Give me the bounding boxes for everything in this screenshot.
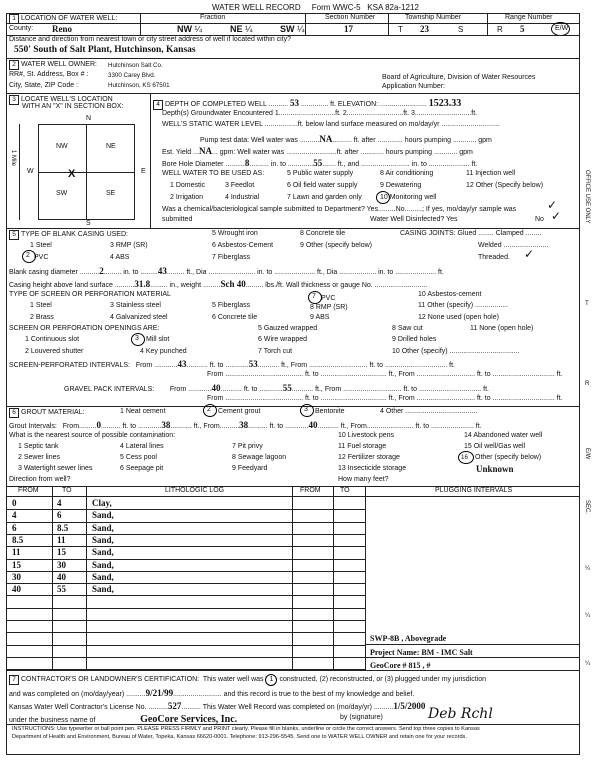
- use-feedlot: 3 Feedlot: [225, 182, 255, 189]
- fraction-1: NW ¼: [177, 24, 203, 34]
- openings-label: SCREEN OR PERFORATION OPENINGS ARE:: [9, 325, 160, 332]
- mile-label: 1 Mile: [10, 150, 16, 167]
- distance-label: Distance and direction from nearest town or city street address of well if located within city?: [9, 36, 292, 43]
- county-label: County:: [9, 25, 34, 32]
- casing-abs: 4 ABS: [110, 254, 130, 261]
- township-t: T: [398, 25, 403, 34]
- margin-ew: E/W: [584, 448, 590, 460]
- casing-concrete: 8 Concrete tile: [300, 230, 346, 237]
- disinfected-label: Water Well Disinfected? Yes: [370, 216, 458, 223]
- signature-label: by (signature): [340, 714, 383, 721]
- open-torch: 7 Torch cut: [258, 348, 293, 355]
- log-lithology: Sand,: [92, 534, 114, 545]
- quad-se: SE: [106, 190, 116, 197]
- log-to: 55: [57, 584, 66, 595]
- gravel-intervals-line-2: From ........................................ ft. to .................................. ft., From .............................. ft. to ................................ ft.: [207, 395, 563, 402]
- open-saw-cut: 8 Saw cut: [392, 325, 423, 332]
- distance-value: 550' South of Salt Plant, Hutchinson, Kansas: [14, 45, 196, 55]
- use-industrial: 4 Industrial: [225, 194, 260, 201]
- open-gauzed: 5 Gauzed wrapped: [258, 325, 318, 332]
- section-4-label: 4 DEPTH OF COMPLETED WELL .......... 53 .............. ft. ELEVATION: ........................ 1523.33: [153, 98, 461, 110]
- compass-w: W: [27, 168, 34, 175]
- screen-fiberglass: 5 Fiberglass: [212, 302, 251, 309]
- contam-other: Other (specify below): [475, 454, 542, 461]
- log-from: 0: [12, 498, 17, 508]
- section-6-label: 6 GROUT MATERIAL:: [9, 408, 85, 418]
- section-2-label: 2 WATER WELL OWNER:: [9, 60, 97, 70]
- disinfected-no: No: [535, 216, 544, 223]
- log-lithology: Sand,: [92, 559, 114, 570]
- log-from: 40: [12, 584, 21, 595]
- how-many-feet-label: How many feet?: [338, 476, 389, 483]
- open-none: 11 None (open hole): [470, 325, 534, 332]
- log-lithology: Sand,: [92, 584, 114, 595]
- log-lithology: Sand,: [92, 547, 114, 558]
- contam-pit-privy: 7 Pit privy: [232, 443, 263, 450]
- screen-rmp: 8 RMP (SR): [310, 304, 348, 311]
- log-note-3: GeoCore # 815 , #: [370, 661, 431, 670]
- license-line: Kansas Water Well Contractor's License No. ..........527.......... This Water Well Record was completed on (mo/day/yr) ..........1/5/2000: [9, 701, 426, 711]
- use-domestic: 1 Domestic: [170, 182, 206, 189]
- compass-n: N: [86, 115, 92, 122]
- log-to: 6: [57, 510, 62, 521]
- log-row-line: [6, 657, 365, 658]
- grout-bentonite: Bentonite: [315, 408, 345, 415]
- ew-circle: [551, 22, 570, 36]
- contam-fertilizer: 12 Fertilizer storage: [338, 454, 400, 461]
- signature: Deb Rchl: [428, 706, 493, 722]
- open-wire: 6 Wire wrapped: [258, 336, 308, 343]
- contam-seepage: 6 Seepage pit: [120, 465, 164, 472]
- direction-label: Direction from well?: [9, 476, 71, 483]
- log-lithology: Clay,: [92, 498, 112, 508]
- open-drilled: 9 Drilled holes: [392, 336, 437, 343]
- contam-fuel: 11 Fuel storage: [338, 443, 387, 450]
- contam-sewer: 2 Sewer lines: [18, 454, 61, 461]
- log-lithology: Sand,: [92, 510, 114, 521]
- instructions-line-1: INSTRUCTIONS: Use typewriter or ball point pen. PLEASE PRESS FIRMLY and PRINT clearly. Please fill in blanks, underline or circle the correct answers. Send top three copies to Kansas: [12, 726, 480, 732]
- contam-unknown: Unknown: [476, 464, 514, 474]
- log-from: 30: [12, 571, 21, 582]
- screen-steel: 1 Steel: [30, 302, 52, 309]
- contam-insecticide: 13 Insecticide storage: [338, 465, 407, 472]
- use-lawn: 7 Lawn and garden only: [287, 194, 362, 201]
- quad-nw: NW: [56, 143, 68, 150]
- use-monitoring: 10 Monitoring well: [380, 194, 437, 201]
- log-lithology: Sand,: [92, 522, 114, 533]
- pump-test-line: Pump test data: Well water was ..........NA.......... ft. after ............. hours pumping ............ gpm: [200, 134, 492, 144]
- quad-sw: SW: [56, 190, 68, 197]
- open-continuous: 1 Continuous slot: [25, 336, 80, 343]
- screen-asbestos: 10 Asbestos-cement: [418, 291, 482, 298]
- screen-concrete: 6 Concrete tile: [212, 314, 258, 321]
- log-header-to-2: TO: [340, 487, 350, 494]
- use-oilfield: 6 Oil field water supply: [287, 182, 358, 189]
- log-to: 30: [57, 559, 66, 570]
- section-3-label-2: WITH AN "X" IN SECTION BOX:: [22, 103, 124, 110]
- open-other: 10 Other (specify) ....................................: [392, 348, 520, 355]
- section-number-value: 17: [344, 24, 353, 34]
- screen-other: 11 Other (specify) .................: [418, 302, 509, 309]
- casing-threaded: Threaded.: [478, 254, 510, 261]
- threaded-check-icon: ✓: [524, 247, 535, 261]
- est-yield-line: Est. Yield ...NA... gpm: Well water was ..........................ft. after ............ hours pumping ............ gpm: [162, 146, 473, 156]
- casing-asbestos: 6 Asbestos-Cement: [212, 242, 274, 249]
- fraction-3: SW ¼: [280, 24, 305, 34]
- owner-address-label: RR#, St. Address, Box # :: [9, 71, 89, 78]
- contamination-label: What is the nearest source of possible contamination:: [9, 432, 176, 439]
- open-key-punched: 4 Key punched: [140, 348, 187, 355]
- township-s: S: [458, 25, 464, 34]
- log-to: 40: [57, 571, 66, 582]
- range-value: 5: [520, 24, 525, 34]
- submitted-label: submitted: [162, 216, 193, 223]
- perforated-intervals-line-2: From ........................................ ft. to .................................. ft., From .............................. ft. to ................................ ft.: [207, 371, 563, 378]
- log-note-1: SWP-8B , Abovegrade: [370, 634, 447, 643]
- log-row-line: [6, 595, 365, 596]
- log-row-line: [6, 620, 365, 621]
- margin-t: T: [585, 300, 589, 307]
- chemical-sample-line: Was a chemical/bacteriological sample submitted to Department? Yes.........No.........; If yes, mo/day/yr sample was: [162, 206, 517, 213]
- use-air: 8 Air conditioning: [380, 170, 434, 177]
- casing-diameter-line: Blank casing diameter ..........2......... in. to .........43......... ft., Dia ........................ in. to ..................... ft., Dia ................... in. to ..................... ft.: [9, 266, 444, 276]
- grout-intervals-line: Grout Intervals: From.........0.......... ft. to ............38........... ft., From..........38.......... ft. to ............40........... ft., From........................ ft. to ...................... ft.: [9, 420, 482, 430]
- section-7-label: 7 CONTRACTOR'S OR LANDOWNER'S CERTIFICATION: This water well was 1 constructed, (2) reconstructed, or (3) plugged under my jurisdiction: [9, 674, 486, 686]
- log-from: 15: [12, 559, 21, 570]
- use-public: 5 Public water supply: [287, 170, 354, 177]
- margin-q1: ¼: [585, 565, 591, 572]
- use-dewatering: 9 Dewatering: [380, 182, 422, 189]
- margin-r: R: [585, 380, 590, 387]
- contam-livestock: 10 Livestock pens: [338, 432, 395, 439]
- log-to: 4: [57, 498, 62, 508]
- owner-address: 3300 Carey Blvd.: [108, 72, 156, 79]
- log-row-line: [6, 645, 365, 646]
- open-mill-slot: Mill slot: [146, 336, 170, 343]
- location-x-mark: X: [68, 168, 76, 180]
- log-to: 11: [57, 534, 66, 545]
- compass-s: S: [86, 220, 91, 227]
- perforated-intervals-line: SCREEN-PERFORATED INTERVALS: From ............43........... ft. to ............53........... ft., From .............................. ft. to ................................ ft.: [9, 359, 455, 369]
- contam-abandoned: 14 Abandoned water well: [464, 432, 543, 439]
- casing-steel: 1 Steel: [30, 242, 52, 249]
- range-number-label: Range Number: [505, 14, 553, 21]
- log-header-to: TO: [62, 487, 72, 494]
- screen-galvanized: 4 Galvanized steel: [110, 314, 168, 321]
- screen-abs: 9 ABS: [310, 314, 330, 321]
- casing-height-line: Casing height above land surface ..........31.8......... in., weight .........Sch 40......... lbs./ft. Wall thickness or gauge No. ...........................: [9, 279, 428, 289]
- bentonite-circle: 3: [300, 404, 314, 417]
- sample-check-icon: ✓: [547, 198, 558, 212]
- static-level-line: WELL'S STATIC WATER LEVEL .................ft. below land surface measured on mo/day/yr ..............................: [162, 121, 500, 128]
- screen-material-label: TYPE OF SCREEN OR PERFORATION MATERIAL: [9, 291, 171, 298]
- cement-grout-circle: 2: [203, 404, 217, 417]
- screen-pvc-circle: 7: [308, 291, 322, 304]
- range-r: R: [497, 25, 503, 34]
- section-1-label: 1 LOCATION OF WATER WELL:: [9, 14, 117, 24]
- owner-city-label: City, State, ZIP Code :: [9, 82, 78, 89]
- log-note-2: Project Name: BM - IMC Salt: [370, 648, 473, 657]
- open-louvered: 2 Louvered shutter: [25, 348, 84, 355]
- casing-rmp: 3 RMP (SR): [110, 242, 148, 249]
- township-number-label: Township Number: [405, 14, 462, 21]
- office-use-only: OFFICE USE ONLY: [584, 170, 590, 224]
- log-header-lithologic: LITHOLOGIC LOG: [165, 487, 225, 494]
- owner-city: Hutchinson, KS 67501: [108, 82, 170, 89]
- casing-welded: Welded .......................: [478, 242, 549, 249]
- business-line: under the business name of GeoCore Services, Inc.: [9, 714, 238, 725]
- section-number-label: Section Number: [325, 14, 376, 21]
- log-header-from: FROM: [18, 487, 39, 494]
- log-header-from-2: FROM: [300, 487, 321, 494]
- use-injection: 11 Injection well: [466, 170, 516, 177]
- pvc-circle: 2: [22, 250, 36, 263]
- log-header-plugging: PLUGGING INTERVALS: [435, 487, 513, 494]
- contam-watertight: 3 Watertight sewer lines: [18, 465, 93, 472]
- grout-neat: 1 Neat cement: [120, 408, 166, 415]
- contam-cess: 5 Cess pool: [120, 454, 157, 461]
- screen-none: 12 None used (open hole): [418, 314, 499, 321]
- section-5-label: 5 TYPE OF BLANK CASING USED:: [9, 230, 128, 240]
- use-other: 12 Other (Specify below): [466, 182, 544, 189]
- bore-hole-line: Bore Hole Diameter ..........8.......... in. to .............55....... ft., and ......................... in. to ..................... ft.: [162, 158, 478, 168]
- owner-name: Hutchinson Salt Co.: [108, 62, 163, 69]
- fraction-2: NE ¼: [230, 24, 253, 34]
- county-value: Reno: [52, 24, 72, 34]
- contam-oil-gas: 15 Oil well/Gas well: [464, 443, 526, 450]
- compass-e: E: [141, 168, 146, 175]
- instructions-line-2: Department of Health and Environment, Bureau of Water, Topeka, Kansas 66620-0001. Telephone: 913-296-5545. Send one to WATER WELL OWNER and retain one for your records.: [12, 734, 467, 740]
- quad-ne: NE: [106, 143, 116, 150]
- grout-other: 4 Other .....................................: [380, 408, 478, 415]
- monitoring-circle: [376, 191, 390, 204]
- log-to: 15: [57, 547, 66, 558]
- well-use-label: WELL WATER TO BE USED AS:: [162, 170, 265, 177]
- gravel-intervals-line: GRAVEL PACK INTERVALS: From ............40........... ft. to ............55........... ft., From .............................. ft. to ................................ ft.: [64, 383, 489, 393]
- casing-joints: CASING JOINTS: Glued ........ Clamped ........: [400, 230, 542, 237]
- grout-cement: Cement grout: [218, 408, 261, 415]
- casing-pvc: PVC: [34, 254, 49, 261]
- casing-other: 9 Other (specify below): [300, 242, 372, 249]
- board-label: Board of Agriculture, Division of Water Resources: [382, 74, 536, 81]
- range-ew: E/W: [555, 25, 569, 32]
- contam-lagoon: 8 Sewage lagoon: [232, 454, 287, 461]
- screen-stainless: 3 Stainless steel: [110, 302, 161, 309]
- groundwater-line: Depth(s) Groundwater Encountered 1.............................ft. 2.............................ft. 3.............................ft.: [162, 110, 478, 117]
- log-lithology: Sand,: [92, 571, 114, 582]
- casing-fiberglass: 7 Fiberglass: [212, 254, 251, 261]
- margin-q2: ¼: [585, 612, 591, 619]
- completed-line: and was completed on (mo/day/year) ..........9/21/99......................... and this record is true to the best of my knowledge and belief.: [9, 688, 415, 698]
- form-title: WATER WELL RECORD Form WWC-5 KSA 82a-1212: [212, 3, 419, 12]
- screen-brass: 2 Brass: [30, 314, 54, 321]
- log-row-line: [6, 608, 365, 609]
- use-irrigation: 2 Irrigation: [170, 194, 204, 201]
- other-contam-circle: 16: [458, 451, 474, 464]
- application-number-label: Application Number:: [382, 83, 446, 90]
- contam-septic: 1 Septic tank: [18, 443, 59, 450]
- log-from: 4: [12, 510, 17, 521]
- contam-feedyard: 9 Feedyard: [232, 465, 268, 472]
- casing-wrought-iron: 5 Wrought iron: [212, 230, 258, 237]
- margin-sec: SEC.: [584, 500, 590, 515]
- contam-lateral: 4 Lateral lines: [120, 443, 164, 450]
- log-from: 11: [12, 547, 21, 558]
- log-from: 8.5: [12, 534, 24, 545]
- section-3-label: 3 LOCATE WELL'S LOCATION: [9, 95, 113, 105]
- log-row-line: [6, 632, 365, 633]
- log-from: 6: [12, 522, 17, 533]
- disinfected-check-icon: ✓: [551, 209, 562, 223]
- log-to: 8.5: [57, 522, 69, 533]
- fraction-label: Fraction: [200, 14, 226, 21]
- township-value: 23: [420, 24, 429, 34]
- mill-slot-circle: 3: [131, 333, 145, 346]
- margin-q3: ¼: [585, 660, 591, 667]
- screen-pvc: PVC: [321, 295, 336, 302]
